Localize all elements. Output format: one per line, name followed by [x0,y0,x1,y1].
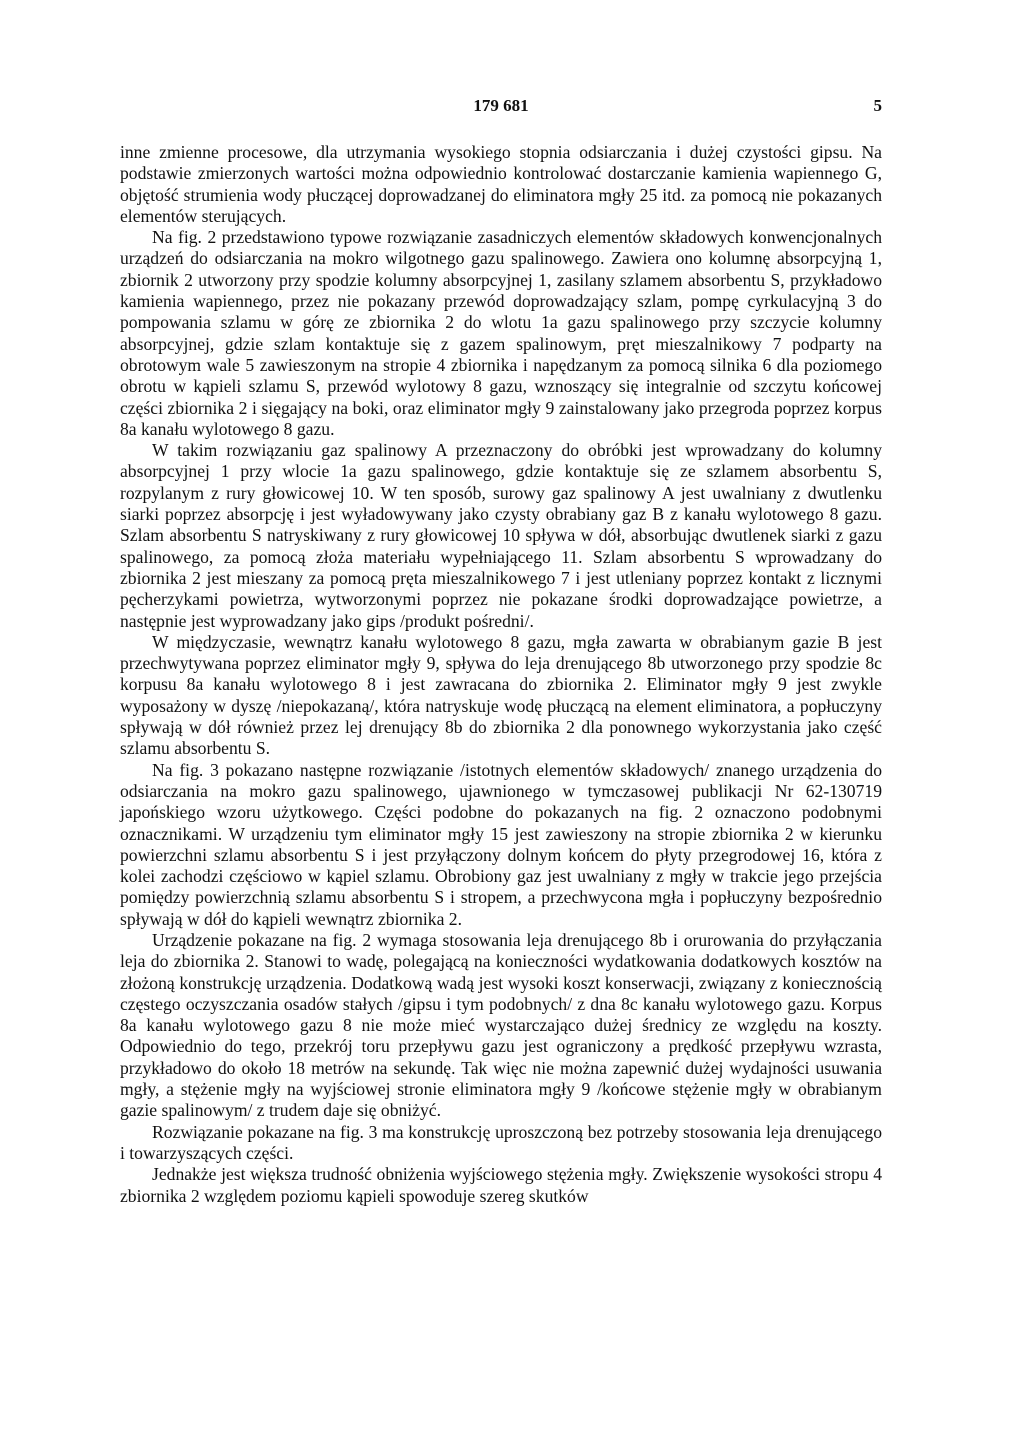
paragraph: W międzyczasie, wewnątrz kanału wylotowego 8 gazu, mgła zawarta w obrabianym gazie B jest przechwytywana poprzez eliminator mgły 9, spływa do leja drenującego 8b utworzonego przy spodzie 8c korpusu 8a kanału wylotowego 8 i jest zawracana do zbiornika 2. Eliminator mgły 9 jest zwykle wyposażony w dyszę /niepokazaną/, która natryskuje wodę płuczącą na element eliminatora, a popłuczyny spływają w dół również przez lej drenujący 8b do zbiornika 2 dla ponownego wykorzystania jako część szlamu absorbentu S. [120,631,882,759]
document-number: 179 681 [473,96,529,115]
paragraph: Urządzenie pokazane na fig. 2 wymaga stosowania leja drenującego 8b i orurowania do przyłączania leja do zbiornika 2. Stanowi to wadę, polegającą na konieczności wydatkowania dodatkowych kosztów na złożoną konstrukcję urządzenia. Dodatkową wadą jest wysoki koszt konserwacji, związany z koniecznością częstego oczyszczania osadów stałych /gipsu i tym podobnych/ z dna 8c kanału wylotowego gazu. Korpus 8a kanału wylotowego gazu 8 nie może mieć wystarczająco dużej średnicy ze względu na koszty. Odpowiednio do tego, przekrój toru przepływu gazu jest ograniczony a prędkość przepływu wzrasta, przykładowo do około 18 metrów na sekundę. Tak więc nie można zapewnić dużej wydajności usuwania mgły, a stężenie mgły na wyjściowej stronie eliminatora mgły 9 /końcowe stężenie mgły w obrabianym gazie spalinowym/ z trudem daje się obniżyć. [120,929,882,1121]
page-header [120,96,882,118]
paragraph: W takim rozwiązaniu gaz spalinowy A przeznaczony do obróbki jest wprowadzany do kolumny absorpcyjnej 1 przy wlocie 1a gazu spalinowego, gdzie kontaktuje się ze szlamem absorbentu S, rozpylanym z rury głowicowej 10. W ten sposób, surowy gaz spalinowy A jest uwalniany z dwutlenku siarki poprzez absorpcję i jest wyładowywany jako czysty obrabiany gaz B z kanału wylotowego 8 gazu. Szlam absorbentu S natryskiwany z rury głowicowej 10 spływa w dół, absorbując dwutlenek siarki z gazu spalinowego, za pomocą złoża materiału wypełniającego 11. Szlam absorbentu S wprowadzany do zbiornika 2 jest mieszany za pomocą pręta mieszalnikowego 7 i jest utleniany poprzez kontakt z licznymi pęcherzykami powietrza, wytworzonymi poprzez nie pokazane środki doprowadzające powietrze, a następnie jest wyprowadzany jako gips /produkt pośredni/. [120,440,882,631]
page-number: 5 [873,96,882,115]
paragraph: Na fig. 3 pokazano następne rozwiązanie /istotnych elementów składowych/ znanego urządzenia do odsiarczania na mokro gazu spalinowego, ujawnionego w tymczasowej publikacji Nr 62-130719 japońskiego wzoru użytkowego. Części podobne do pokazanych na fig. 2 oznaczono podobnymi oznacznikami. W urządzeniu tym eliminator mgły 15 jest zawieszony na stropie zbiornika 2 w kierunku powierzchni szlamu absorbentu S i jest przyłączony dolnym końcem do płyty przegrodowej 16, która z kolei zachodzi częściowo w kąpiel szlamu. Obrobiony gaz jest uwalniany z mgły w trakcie jego przejścia pomiędzy powierzchnią szlamu absorbentu S i stropem, a przechwycona mgła i popłuczyny bezpośrednio spływają w dół do kąpieli wewnątrz zbiornika 2. [120,759,882,929]
paragraph: Na fig. 2 przedstawiono typowe rozwiązanie zasadniczych elementów składowych konwencjonalnych urządzeń do odsiarczania na mokro wilgotnego gazu spalinowego. Zawiera ono kolumnę absorpcyjną 1, zbiornik 2 utworzony przy spodzie kolumny absorpcyjnej 1, zasilany szlamem absorbentu S, przykładowo kamienia wapiennego, przez nie pokazany przewód doprowadzający szlam, pompę cyrkulacyjną 3 do pompowania szlamu w górę ze zbiornika 2 do wlotu 1a gazu spalinowego przy szczycie kolumny absorpcyjnej, gdzie szlam kontaktuje się z gazem spalinowym, pręt mieszalnikowy 7 podparty na obrotowym wale 5 zawieszonym na stropie 4 zbiornika i napędzanym za pomocą silnika 6 dla poziomego obrotu w kąpieli szlamu S, przewód wylotowy 8 gazu, wznoszący się integralnie od szczytu końcowej części zbiornika 2 i sięgający na boki, oraz eliminator mgły 9 zainstalowany jako przegroda poprzez korpus 8a kanału wylotowego 8 gazu. [120,227,882,439]
paragraph: inne zmienne procesowe, dla utrzymania wysokiego stopnia odsiarczania i dużej czystości gipsu. Na podstawie zmierzonych wartości można odpowiednio kontrolować dostarczanie kamienia wapiennego G, objętość strumienia wody płuczącej doprowadzanej do eliminatora mgły 25 itd. za pomocą nie pokazanych elementów sterujących. [120,142,882,226]
paragraph: Jednakże jest większa trudność obniżenia wyjściowego stężenia mgły. Zwiększenie wysokości stropu 4 zbiornika 2 względem poziomu kąpieli spowoduje szereg skutków [120,1164,882,1206]
body-text [120,142,882,1207]
paragraph: Rozwiązanie pokazane na fig. 3 ma konstrukcję uproszczoną bez potrzeby stosowania leja drenującego i towarzyszących części. [120,1121,882,1163]
